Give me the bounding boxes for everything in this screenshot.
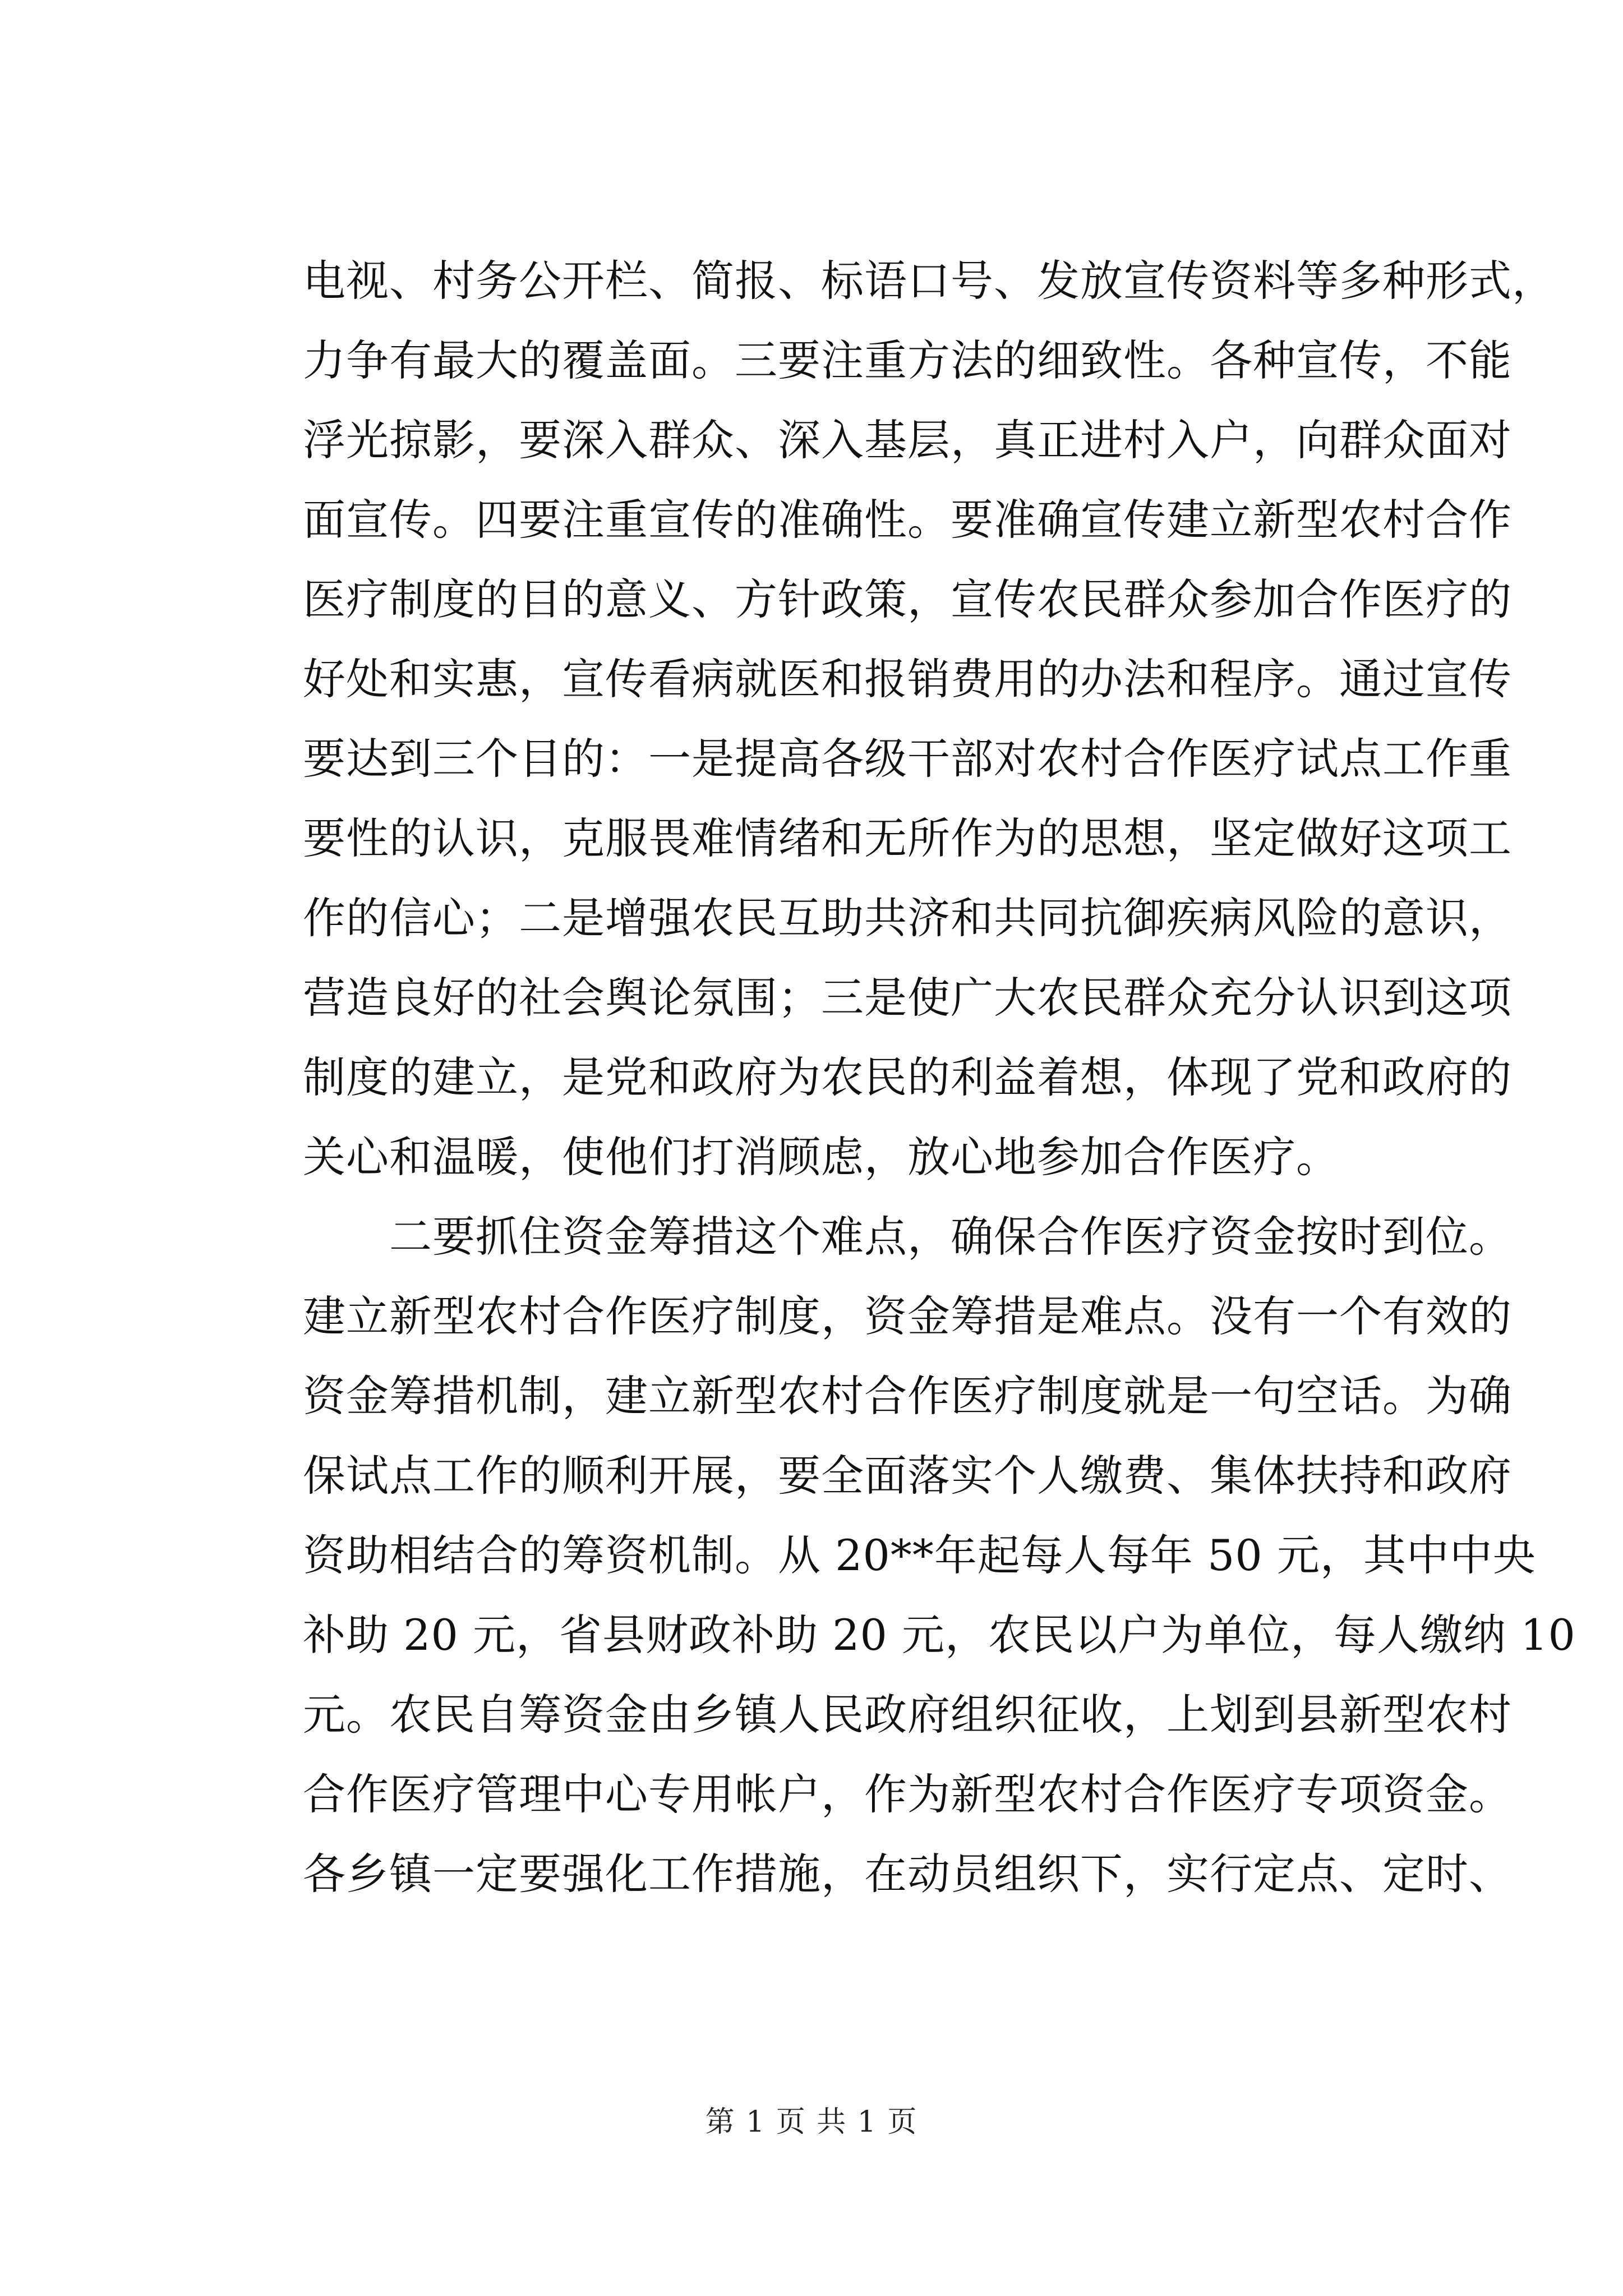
text-line: 力争有最大的覆盖面。三要注重方法的细致性。各种宣传，不能 xyxy=(303,335,1512,385)
text-line: 要性的认识，克服畏难情绪和无所作为的思想，坚定做好这项工 xyxy=(303,813,1512,863)
text-line: 营造良好的社会舆论氛围；三是使广大农民群众充分认识到这项 xyxy=(303,973,1512,1023)
text-line: 作的信心；二是增强农民互助共济和共同抗御疾病风险的意识， xyxy=(303,893,1512,943)
text-line: 医疗制度的目的意义、方针政策，宣传农民群众参加合作医疗的 xyxy=(303,574,1512,624)
text-line: 要达到三个目的：一是提高各级干部对农村合作医疗试点工作重 xyxy=(303,734,1512,784)
text-line: 各乡镇一定要强化工作措施，在动员组织下，实行定点、定时、 xyxy=(303,1849,1512,1899)
text-line: 合作医疗管理中心专用帐户，作为新型农村合作医疗专项资金。 xyxy=(303,1769,1512,1819)
text-line: 补助 20 元，省县财政补助 20 元，农民以户为单位，每人缴纳 10 xyxy=(303,1610,1576,1660)
page-footer: 第 1 页 共 1 页 xyxy=(705,2105,918,2139)
text-line: 浮光掠影，要深入群众、深入基层，真正进村入户，向群众面对 xyxy=(303,415,1512,465)
text-line: 资金筹措机制，建立新型农村合作医疗制度就是一句空话。为确 xyxy=(303,1371,1512,1421)
text-line: 资助相结合的筹资机制。从 20**年起每人每年 50 元，其中中央 xyxy=(303,1530,1536,1580)
text-line: 建立新型农村合作医疗制度，资金筹措是难点。没有一个有效的 xyxy=(303,1291,1512,1341)
text-line: 关心和温暖，使他们打消顾虑，放心地参加合作医疗。 xyxy=(303,1132,1339,1182)
text-line: 面宣传。四要注重宣传的准确性。要准确宣传建立新型农村合作 xyxy=(303,495,1512,545)
text-line: 二要抓住资金筹措这个难点，确保合作医疗资金按时到位。 xyxy=(303,1212,1512,1262)
text-line: 制度的建立，是党和政府为农民的利益着想，体现了党和政府的 xyxy=(303,1052,1512,1102)
text-line: 保试点工作的顺利开展，要全面落实个人缴费、集体扶持和政府 xyxy=(303,1451,1512,1501)
text-line: 电视、村务公开栏、简报、标语口号、发放宣传资料等多种形式， xyxy=(303,256,1555,306)
text-line: 元。农民自筹资金由乡镇人民政府组织征收，上划到县新型农村 xyxy=(303,1690,1512,1740)
body-text xyxy=(303,241,1576,1914)
text-line: 好处和实惠，宣传看病就医和报销费用的办法和程序。通过宣传 xyxy=(303,654,1512,704)
